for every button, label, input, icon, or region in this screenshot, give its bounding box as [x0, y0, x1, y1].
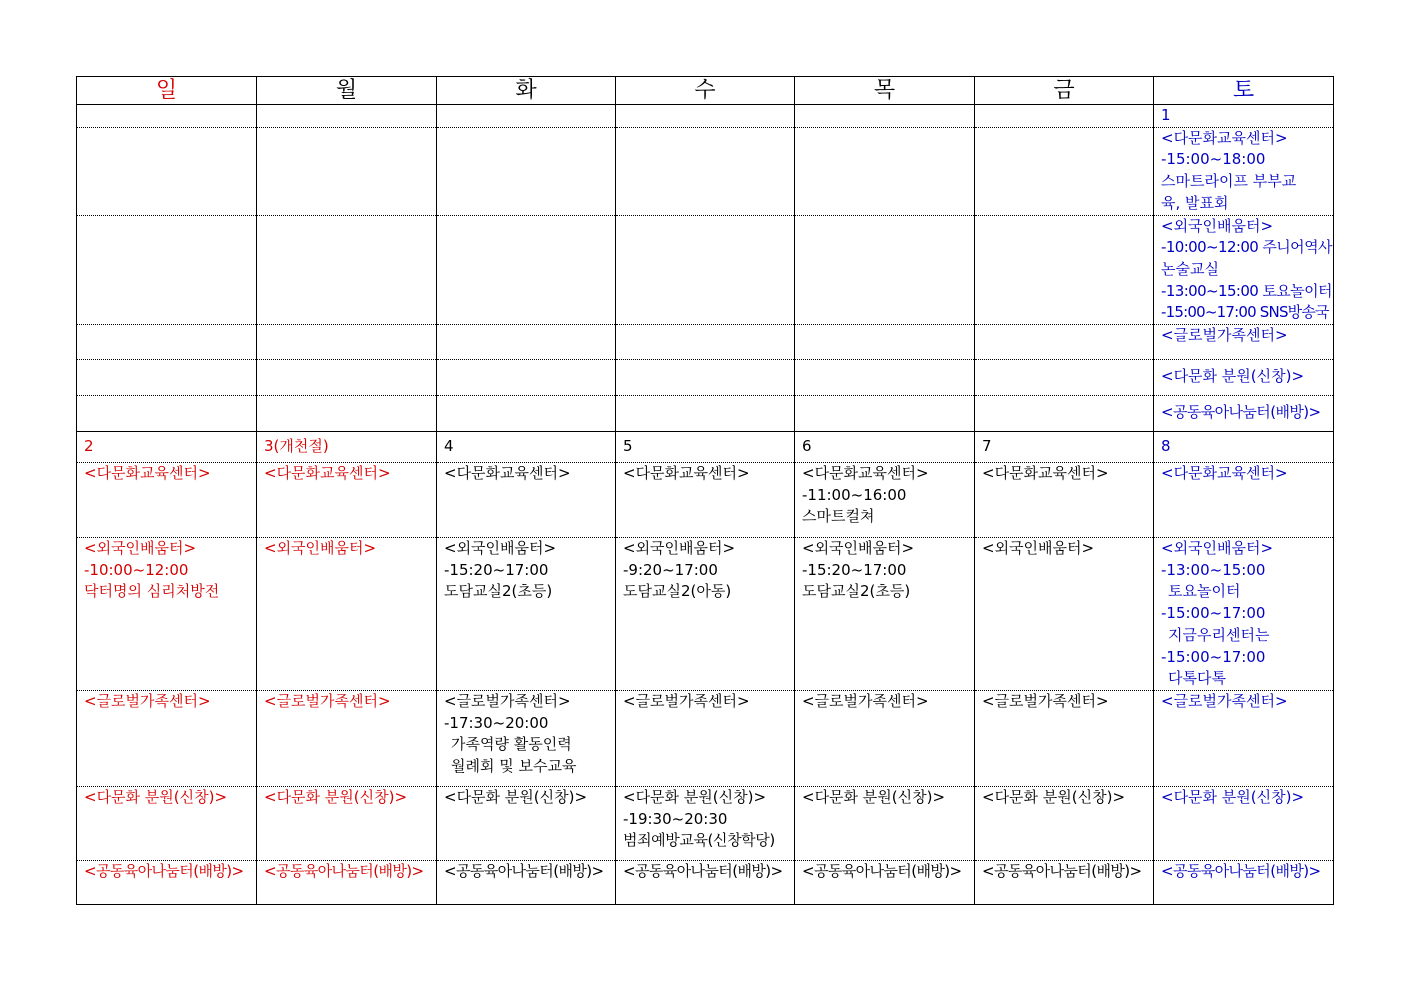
- event-desc: 범죄예방교육(신창학당): [623, 831, 775, 850]
- event-title: <외국인배움터>: [1161, 539, 1274, 558]
- header-wed: 수: [616, 77, 795, 105]
- event-cell: <공동육아나눔터(배방)>: [616, 860, 795, 904]
- week1-childcare-row: [77, 396, 1334, 432]
- event-desc: 지금우리센터는: [1168, 625, 1270, 644]
- event-title: <다문화 분원(신창)>: [623, 787, 767, 806]
- event-cell: <외국인배움터>: [975, 538, 1154, 691]
- event-desc: 토요놀이터: [1168, 582, 1241, 601]
- event-time: -10:00~12:00: [84, 560, 189, 579]
- event-cell: <글로벌가족센터>: [77, 690, 257, 786]
- week2-branch-row: [77, 786, 1334, 860]
- sat1-foreigner-cell: [1154, 215, 1334, 325]
- event-line: 논술교실: [1161, 259, 1219, 278]
- event-cell: <공동육아나눔터(배방)>: [257, 860, 437, 904]
- event-line: -15:00~17:00 SNS방송국: [1161, 303, 1329, 322]
- event-cell: <다문화교육센터>: [437, 463, 616, 538]
- weekday-header-row: [77, 77, 1334, 105]
- header-mon: 월: [257, 77, 437, 105]
- event-title: <다문화교육센터>: [1161, 128, 1288, 147]
- week2-date-row: [77, 432, 1334, 463]
- event-cell: <글로벌가족센터>: [795, 690, 975, 786]
- event-title: <외국인배움터>: [84, 539, 197, 558]
- event-title: <외국인배움터>: [1161, 216, 1274, 235]
- event-cell: <글로벌가족센터>: [975, 690, 1154, 786]
- header-sun: 일: [77, 77, 257, 105]
- event-time: -19:30~20:30: [623, 809, 728, 828]
- wed-branch-cell: [616, 786, 795, 860]
- event-time: -13:00~15:00: [1161, 560, 1266, 579]
- event-title: <글로벌가족센터>: [444, 691, 571, 710]
- sat1-childcare-cell: <공동육아나눔터(배방)>: [1154, 396, 1334, 432]
- event-cell: <공동육아나눔터(배방)>: [975, 860, 1154, 904]
- event-desc: 육, 발표회: [1161, 193, 1229, 212]
- event-cell: <다문화 분원(신창)>: [975, 786, 1154, 860]
- day-cell-7: 7: [975, 432, 1154, 463]
- calendar-table: [76, 76, 1334, 905]
- sat-foreigner-cell: [1154, 538, 1334, 691]
- event-cell: <다문화교육센터>: [1154, 463, 1334, 538]
- event-time: -9:20~17:00: [623, 560, 718, 579]
- event-desc: 도담교실2(초등): [444, 582, 553, 601]
- week2-multicultural-row: [77, 463, 1334, 538]
- day-cell-8: 8: [1154, 432, 1334, 463]
- week2-foreigner-row: [77, 538, 1334, 691]
- event-cell: <다문화교육센터>: [975, 463, 1154, 538]
- event-title: <다문화교육센터>: [802, 464, 929, 483]
- event-cell: <다문화 분원(신창)>: [77, 786, 257, 860]
- event-time: -15:20~17:00: [802, 560, 907, 579]
- event-cell: <공동육아나눔터(배방)>: [795, 860, 975, 904]
- week2-global-row: [77, 690, 1334, 786]
- event-time: -15:00~17:00: [1161, 647, 1266, 666]
- header-thu: 목: [795, 77, 975, 105]
- event-time: -11:00~16:00: [802, 485, 907, 504]
- event-desc: 스마트컬쳐: [802, 507, 875, 526]
- week1-date-row: [77, 105, 1334, 128]
- event-title: <외국인배움터>: [623, 539, 736, 558]
- header-tue: 화: [437, 77, 616, 105]
- event-line: -10:00~12:00 주니어역사: [1161, 238, 1332, 257]
- sat1-global-cell: <글로벌가족센터>: [1154, 325, 1334, 360]
- event-cell: <글로벌가족센터>: [257, 690, 437, 786]
- week1-branch-row: [77, 360, 1334, 396]
- day-cell-2: 2: [77, 432, 257, 463]
- tue-global-cell: [437, 690, 616, 786]
- week2-childcare-row: [77, 860, 1334, 904]
- day-cell-1: 1: [1154, 105, 1334, 128]
- event-cell: <다문화교육센터>: [77, 463, 257, 538]
- event-time: -17:30~20:00: [444, 713, 549, 732]
- event-cell: <글로벌가족센터>: [1154, 690, 1334, 786]
- day-cell-6: 6: [795, 432, 975, 463]
- wed-foreigner-cell: [616, 538, 795, 691]
- thu-foreigner-cell: [795, 538, 975, 691]
- event-title: <외국인배움터>: [444, 539, 557, 558]
- event-line: -13:00~15:00 토요놀이터: [1161, 281, 1332, 300]
- event-cell: <다문화 분원(신창)>: [1154, 786, 1334, 860]
- week1-foreigner-row: [77, 215, 1334, 325]
- event-desc: 가족역량 활동인력: [451, 735, 572, 754]
- header-sat: 토: [1154, 77, 1334, 105]
- event-cell: <다문화교육센터>: [616, 463, 795, 538]
- week1-multicultural-row: [77, 127, 1334, 215]
- tue-foreigner-cell: [437, 538, 616, 691]
- event-time: -15:20~17:00: [444, 560, 549, 579]
- event-cell: <공동육아나눔터(배방)>: [437, 860, 616, 904]
- week1-global-row: [77, 325, 1334, 360]
- event-cell: <다문화교육센터>: [257, 463, 437, 538]
- header-fri: 금: [975, 77, 1154, 105]
- event-cell: <글로벌가족센터>: [616, 690, 795, 786]
- sun-foreigner-cell: [77, 538, 257, 691]
- event-cell: <다문화 분원(신창)>: [257, 786, 437, 860]
- event-desc: 닥터명의 심리처방전: [84, 582, 220, 601]
- event-desc: 도담교실2(아동): [623, 582, 732, 601]
- thu-multicultural-cell: [795, 463, 975, 538]
- event-desc: 월례회 및 보수교육: [451, 757, 577, 776]
- event-cell: <외국인배움터>: [257, 538, 437, 691]
- day-cell-3: 3(개천절): [257, 432, 437, 463]
- event-cell: <다문화 분원(신창)>: [795, 786, 975, 860]
- event-desc: 스마트라이프 부부교: [1161, 172, 1297, 191]
- event-cell: <공동육아나눔터(배방)>: [77, 860, 257, 904]
- event-title: <외국인배움터>: [802, 539, 915, 558]
- event-desc: 도담교실2(초등): [802, 582, 911, 601]
- event-cell: <공동육아나눔터(배방)>: [1154, 860, 1334, 904]
- event-time: -15:00~18:00: [1161, 150, 1266, 169]
- day-cell-5: 5: [616, 432, 795, 463]
- event-cell: <다문화 분원(신창)>: [437, 786, 616, 860]
- event-desc: 다톡다톡: [1168, 669, 1226, 688]
- sat1-multicultural-cell: [1154, 127, 1334, 215]
- day-cell-4: 4: [437, 432, 616, 463]
- sat1-branch-cell: <다문화 분원(신창)>: [1154, 360, 1334, 396]
- event-time: -15:00~17:00: [1161, 604, 1266, 623]
